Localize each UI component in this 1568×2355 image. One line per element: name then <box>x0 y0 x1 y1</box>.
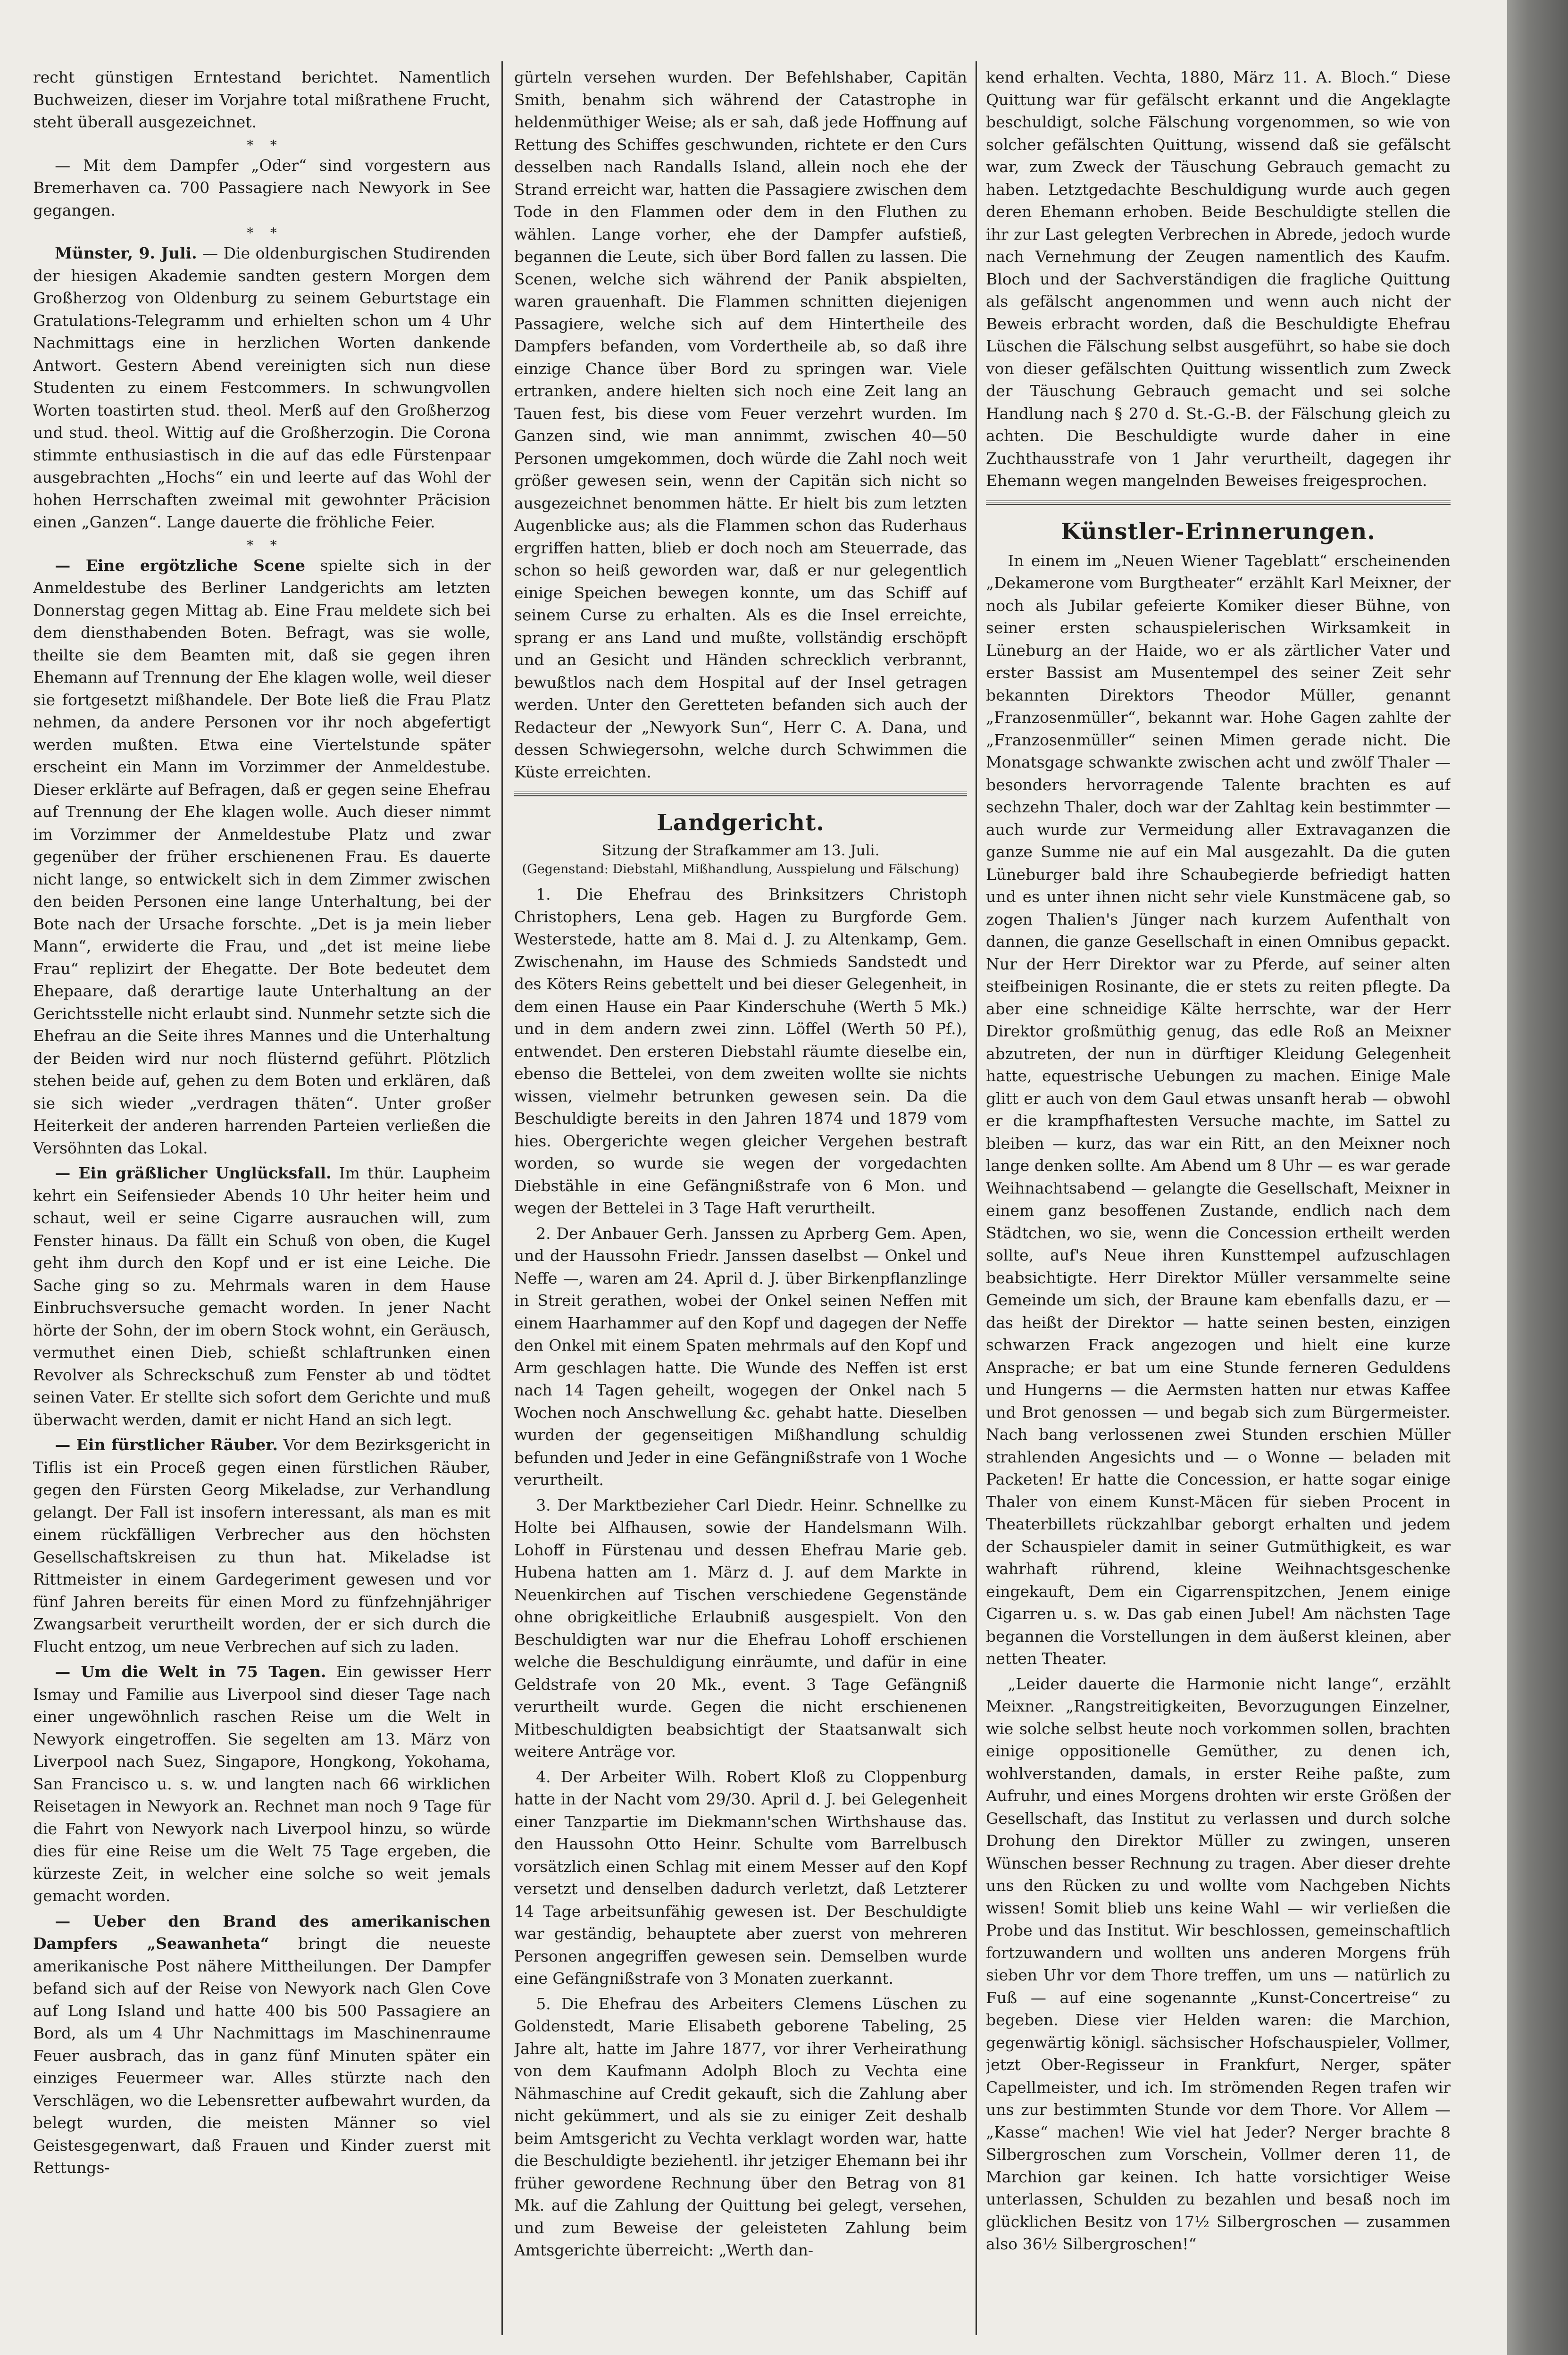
paragraph-steamer-fire-cont: gürteln versehen wurden. Der Befehlshaber, Capitän Smith, benahm sich während der Catastrophe in heldenmüthiger Weise; als er sah, daß jede Hoffnung auf Rettung des Schiffes geschwunden, richtete er den Curs desselben nach Randalls Island, allein noch ehe der Strand erreicht war, hatten die Passagiere zwischen dem Tode in den Flammen oder dem in den Fluthen zu wählen. Lange vorher, ehe der Dampfer aufstieß, begannen die Leute, sich über Bord fallen zu lassen. Die Scenen, welche sich während der Panik abspielten, waren grauenhaft. Die Flammen schnitten diejenigen Passagiere, welche sich auf dem Hintertheile des Dampfers befanden, vom Vordertheile ab, so daß ihre einzige Chance über Bord zu springen war. Viele ertranken, andere hielten sich noch eine Zeit lang an Tauen fest, bis diese vom Feuer verzehrt wurden. Im Ganzen sind, wie man annimmt, zwischen 40—50 Personen umgekommen, doch würde die Zahl noch weit größer gewesen sein, wenn der Capitän sich nicht so ausgezeichnet benommen hätte. Er hielt bis zum letzten Augenblicke aus; als die Flammen schon das Ruderhaus ergriffen hatten, blieb er doch noch am Steuerrade, das schon so heiß geworden war, daß er nur gelegentlich einige Speichen bewegen konnte, um das Schiff auf seinem Curse zu erhalten. Als es die Insel erreichte, sprang er ans Land und mußte, vollständig erschöpft und an Gesicht und Händen schrecklich verbrannt, bewußtlos nach dem Hospital auf der Insel getragen werden. Unter den Geretteten befanden sich auch der Redacteur der „Newyork Sun“, Herr C. A. Dana, und dessen Schwiegersohn, welche durch Schwimmen die Küste erreichten. <box>514 68 967 781</box>
article-body: — Die oldenburgischen Studirenden der hiesigen Akademie sandten gestern Morgen dem Großherzog von Oldenburg zu seinem Geburtstage ein Gratulations-Telegramm und erhielten schon um 4 Uhr Nachmittags eine in herzlichen Worten dankende Antwort. Gestern Abend vereinigten sich nun diese Studenten zu einem Festcommers. In schwungvollen Worten toastirten stud. theol. Merß auf den Großherzog und stud. theol. Wittig auf die Großherzogin. Die Corona stimmte enthusiastisch in die auf das edle Fürstenpaar ausgebrachten „Hochs“ ein und leerte auf das Wohl der hohen Herrschaften zweimal mit gewohnter Präcision einen „Ganzen“. Lange dauerte die fröhliche Feier. <box>33 244 491 531</box>
paragraph-steamer-oder: — Mit dem Dampfer „Oder“ sind vorgestern aus Bremerhaven ca. 700 Passagiere nach Newyork in See gegangen. <box>33 156 491 219</box>
separator-star: * * <box>247 225 277 241</box>
column-rule <box>501 61 503 2335</box>
court-case-1: 1. Die Ehefrau des Brinksitzers Christoph Christophers, Lena geb. Hagen zu Burgforde Gem. Westerstede, hatte am 8. Mai d. J. zu Altenkamp, Gem. Zwischenahn, im Hause des Schmieds Sandstedt und des Köters Reins gebettelt und bei dieser Gelegenheit, in dem einen Hause ein Paar Kinderschuhe (Werth 5 Mk.) und in dem andern zwei zinn. Löffel (Werth 50 Pf.), entwendet. Den ersteren Diebstahl räumte dieselbe ein, ebenso die Bettelei, von dem zweiten wollte sie nichts wissen, vielmehr betrunken gewesen sein. Da die Beschuldigte bereits in den Jahren 1874 und 1879 vom hies. Obergerichte wegen gleicher Vergehen bestraft worden, so wurde sie wegen der vorgedachten Diebstähle in eine Gefängnißstrafe von 6 Mon. und wegen der Bettelei in 3 Tage Haft verurtheilt. <box>514 885 967 1217</box>
column-2 <box>514 66 967 2326</box>
article-world-trip <box>33 1661 491 1907</box>
subject-line: (Gegenstand: Diebstahl, Mißhandlung, Ausspielung und Fälschung) <box>522 862 959 877</box>
article-body: spielte sich in der Anmeldestube des Berliner Landgerichts am letzten Donnerstag gegen Mittag ab. Eine Frau meldete sich bei dem diensthabenden Boten. Befragt, was sie wolle, theilte sie dem Beamten mit, daß sie gegen ihren Ehemann auf Trennung der Ehe klagen wolle, weil dieser sie fortgesetzt mißhandele. Der Bote ließ die Frau Platz nehmen, da andere Personen vor ihr noch abgefertigt werden mußten. Etwa eine Viertelstunde später erscheint ein Mann im Vorzimmer der Anmeldestube. Dieser erklärte auf Befragen, daß er gegen seine Ehefrau auf Trennung der Ehe klagen wolle. Auch dieser nimmt im Vorzimmer der Anmeldestube Platz und zwar gegenüber der früher erschienenen Frau. Es dauerte nicht lange, so entwickelt sich in dem Zimmer zwischen den beiden Personen eine lange Unterhaltung, bei der Bote nach der Ursache forschte. „Det is ja mein lieber Mann“, erwiderte die Frau, und „det ist meine liebe Frau“ replizirt der Ehegatte. Der Bote bedeutet dem Ehepaare, daß derartige laute Unterhaltung an der Gerichtsstelle nicht erlaubt sind. Nunmehr setzte sich die Ehefrau an die Seite ihres Mannes und die Unterhaltung der Beiden wird nur noch flüsternd geführt. Plötzlich stehen beide auf, gehen zu dem Boten und erklären, daß sie sich wieder „verdragen thäten“. Unter großer Heiterkeit der anderen harrenden Parteien verließen die Versöhnten das Lokal. <box>33 556 491 1157</box>
court-case-2: 2. Der Anbauer Gerh. Janssen zu Aprberg Gem. Apen, und der Haussohn Friedr. Janssen daselbst — Onkel und Neffe —, waren am 24. April d. J. über Birkenpflanzlinge in Streit gerathen, wobei der Onkel seinen Neffen mit einem Haarhammer auf den Kopf und dagegen der Neffe den Onkel mit einem Spaten mehrmals auf den Kopf und Arm geschlagen hatte. Die Wunde des Neffen ist erst nach 14 Tagen geheilt, wogegen der Onkel nach 5 Wochen noch Anschwellung &c. gehabt hatte. Dieselben wurden der gegenseitigen Mißhandlung schuldig befunden und Jeder in eine Gefängnißstrafe von 1 Woche verurtheilt. <box>514 1224 967 1489</box>
column-rule <box>976 61 977 2335</box>
section-divider <box>986 501 1451 505</box>
article-scene <box>33 554 491 1160</box>
paragraph-case5-cont: kend erhalten. Vechta, 1880, März 11. A. Bloch.“ Diese Quittung war für gefälscht erkannt und die Angeklagte beschuldigt, solche Fälschung vorgenommen, so wie von solcher gefälschten Quittung, wissend daß sie gefälscht war, zum Zweck der Täuschung Gebrauch gemacht zu haben. Letztgedachte Beschuldigung wurde auch gegen deren Ehemann erhoben. Beide Beschuldigte stellen die ihr zur Last gelegten Verbrechen in Abrede, jedoch wurde nach Vernehmung der Zeugen namentlich des Kaufm. Bloch und der Sachverständigen die fragliche Quittung als gefälscht angenommen und wenn auch nicht der Beweis erbracht worden, daß die Beschuldigte Ehefrau Lüschen die Fälschung selbst ausgeführt, so habe sie doch von dieser gefälschten Quittung wissentlich zum Zweck der Täuschung Gebrauch gemacht und sei solche Handlung nach § 270 d. St.-G.-B. der Fälschung gleich zu achten. Die Beschuldigte wurde daher in eine Zuchthausstrafe von 1 Jahr verurtheilt, dagegen ihr Ehemann wegen mangelnden Beweises freigesprochen. <box>986 68 1451 490</box>
column-3 <box>986 66 1451 2326</box>
article-body: Ein gewisser Herr Ismay und Familie aus Liverpool sind dieser Tage nach einer ungewöhnlich raschen Reise um die Welt in Newyork eingetroffen. Sie segelten am 13. März von Liverpool nach Suez, Singapore, Hongkong, Yokohama, San Francisco u. s. w. und langten nach 66 wirklichen Reisetagen in Newyork an. Rechnet man noch 9 Tage für die Fahrt von Newyork nach Liverpool hinzu, so würde dies für eine Reise um die Welt 75 Tage ergeben, die kürzeste Zeit, in welcher eine solche so weit jemals gemacht worden. <box>33 1662 491 1905</box>
paragraph-kuenstler-2: „Leider dauerte die Harmonie nicht lange“, erzählt Meixner. „Rangstreitigkeiten, Bevorzugungen Einzelner, wie solche selbst heute noch vorkommen sollen, brachten einige oppositionelle Gemüther, zu denen ich, wohlverstanden, damals, in erster Reihe paßte, zum Aufruhr, und eines Morgens drohten wir erste Größen der Gesellschaft, das Institut zu verlassen und durch solche Drohung den Direktor Müller zu zwingen, unseren Wünschen besser Rechnung zu tragen. Aber dieser drehte uns den Rücken zu und wollte vom Nachgeben Nichts wissen! Somit blieb uns keine Wahl — wir verließen die Probe und das Institut. Wir beschlossen, gemeinschaftlich fortzuwandern und wollten uns anderen Morgens früh sieben Uhr vor dem Thore treffen, um uns — natürlich zu Fuß — auf eine sogenannte „Kunst-Concertreise“ zu begeben. Diese vier Helden waren: die Marchion, gegenwärtig königl. sächsischer Hofschauspieler, Vollmer, jetzt Ober-Regisseur in Frankfurt, Nerger, später Capellmeister, und ich. Im strömenden Regen trafen wir uns zur bestimmten Stunde vor dem Thore. Vor Allem — „Kasse“ machen! Wie viel hat Jeder? Nerger brachte 8 Silbergroschen zum Vorschein, Vollmer deren 11, de Marchion gar keinen. Ich hatte vorsichtiger Weise unterlassen, Schulden zu bezahlen und besaß noch im glücklichen Besitz von 17½ Silbergroschen — zusammen also 36½ Silbergroschen!“ <box>986 1674 1451 2253</box>
article-steamer-fire <box>33 1910 491 2179</box>
article-lead: — Ueber den Brand des amerikanischen Dampfers „Seawanheta“ <box>33 1912 491 1953</box>
court-case-3: 3. Der Marktbezieher Carl Diedr. Heinr. Schnellke zu Holte bei Alfhausen, sowie der Handelsmann Wilh. Lohoff in Fürstenau und dessen Ehefrau Marie geb. Hubena hatten am 1. März d. J. auf dem Markte in Neuenkirchen auf Tischen verschiedene Gegenstände ohne obrigkeitliche Erlaubniß ausgespielt. Von den Beschuldigten war nur die Ehefrau Lohoff erschienen welche die Beschuldigung einräumte, und dafür in eine Geldstrafe von 20 Mk., event. 3 Tage Gefängniß verurtheilt wurde. Gegen die nicht erschienenen Mitbeschuldigten beabsichtigt der Staatsanwalt sich weitere Anträge vor. <box>514 1495 967 1761</box>
article-accident <box>33 1162 491 1431</box>
article-body: Im thür. Laupheim kehrt ein Seifensieder Abends 10 Uhr heiter heim und schaut, weil er seine Cigarre ausrauchen will, zum Fenster hinaus. Da fällt ein Schuß von oben, die Kugel geht ihm durch den Kopf und er ist eine Leiche. Die Sache ging so zu. Mehrmals waren in dem Hause Einbruchsversuche gemacht worden. In jener Nacht hörte der Sohn, der im obern Stock wohnt, ein Geräusch, vermuthet einen Dieb, schießt schlaftrunken einen Revolver als Schreckschuß zum Fenster ab und tödtet seinen Vater. Er stellte sich sofort dem Gerichte und muß überwacht werden, damit er nicht Hand an sich legt. <box>33 1164 491 1429</box>
article-robber <box>33 1434 491 1658</box>
column-1 <box>33 66 491 2326</box>
article-lead: — Um die Welt in 75 Tagen. <box>55 1662 326 1681</box>
section-title-kuenstler: Künstler-Erinnerungen. <box>1061 518 1376 545</box>
separator-star: * * <box>247 137 277 153</box>
session-line: Sitzung der Strafkammer am 13. Juli. <box>601 842 880 859</box>
article-body: Vor dem Bezirksgericht in Tiflis ist ein Proceß gegen einen fürstlichen Räuber, gegen den Fürsten Georg Mikeladse, zur Verhandlung gelangt. Der Fall ist insofern interessant, als man es mit einem rückfälligen Verbrecher aus den höchsten Gesellschaftskreisen zu thun hat. Mikeladse ist Rittmeister in einem Gardegeriment gewesen und vor fünf Jahren bereits für einen Mord zu fünfzehnjähriger Zwangsarbeit verurtheilt worden, der er sich durch die Flucht entzog, um neue Verbrechen auf sich zu laden. <box>33 1436 491 1656</box>
article-lead: Münster, 9. Juli. <box>55 244 197 262</box>
article-muenster <box>33 242 491 534</box>
section-title-landgericht: Landgericht. <box>657 810 825 836</box>
page-edge-shadow <box>1507 0 1568 2355</box>
article-lead: — Eine ergötzliche Scene <box>55 556 305 575</box>
section-divider <box>514 792 967 796</box>
separator-star: * * <box>247 537 277 553</box>
article-lead: — Ein gräßlicher Unglücksfall. <box>55 1164 332 1182</box>
court-case-4: 4. Der Arbeiter Wilh. Robert Kloß zu Cloppenburg hatte in der Nacht vom 29/30. April d. J. bei Gelegenheit einer Tanzpartie im Diekmann'schen Wirthshause das. den Haussohn Otto Heinr. Schulte vom Barrelbusch vorsätzlich einen Schlag mit einem Messer auf den Kopf versetzt und denselben dadurch verletzt, daß Letzterer 14 Tage arbeitsunfähig gewesen ist. Der Beschuldigte war geständig, behauptete aber zuerst von mehreren Personen angegriffen gewesen sein. Demselben wurde eine Gefängnißstrafe von 3 Monaten zuerkannt. <box>514 1767 967 1988</box>
article-lead: — Ein fürstlicher Räuber. <box>55 1436 278 1454</box>
court-case-5: 5. Die Ehefrau des Arbeiters Clemens Lüschen zu Goldenstedt, Marie Elisabeth geborene Tabeling, 25 Jahre alt, hatte im Jahre 1877, vor ihrer Verheirathung von dem Kaufmann Adolph Bloch zu Vechta eine Nähmaschine auf Credit gekauft, sich die Zahlung aber nicht gekümmert, und als sie zu einiger Zeit deshalb beim Amtsgericht zu Vechta verklagt worden war, hatte die Beschuldigte beziehentl. ihr jetziger Ehemann bei ihr früher gewordene Rechnung über den Betrag von 81 Mk. auf die Zahlung der Quittung bei gelegt, versehen, und zum Beweise der geleisteten Zahlung beim Amtsgerichte überreicht: „Werth dan- <box>514 1994 967 2259</box>
paragraph-crop-report: recht günstigen Erntestand berichtet. Namentlich Buchweizen, dieser im Vorjahre total mißrathene Frucht, steht überall ausgezeichnet. <box>33 68 491 131</box>
paragraph-kuenstler-1: In einem im „Neuen Wiener Tageblatt“ erscheinenden „Dekamerone vom Burgtheater“ erzählt Karl Meixner, der noch als Jubilar gefeierte Komiker dieser Bühne, von seiner ersten schauspielerischen Wirksamkeit in Lüneburg an der Haide, wo er als zärtlicher Vater und erster Bassist am Musentempel des seiner Zeit sehr bekannten Direktors Theodor Müller, genannt „Franzosenmüller“, bekannt war. Hohe Gagen zahlte der „Franzosenmüller“ seinen Mimen gerade nicht. Die Monatsgage schwankte zwischen acht und zwölf Thaler — besonders hervorragende Talente brachten es auf sechzehn Thaler, doch war der Zahltag kein bestimmter — auch wurde zur Vermeidung aller Extravaganzen die ganze Summe nie auf ein Mal ausgezahlt. Da die guten Lüneburger bald ihre Schaubegierde befriedigt hatten und es unter ihnen nicht sehr viele Kunstmäcene gab, so zogen Thalien's Jünger nach kurzem Aufenthalt von dannen, die ganze Gesellschaft in einen Omnibus gepackt. Nur der Herr Direktor war zu Pferde, auf seiner alten steifbeinigen Rosinante, die er stets zu reiten pflegte. Da aber eine schneidige Kälte herrschte, war der Herr Direktor großmüthig genug, das edle Roß an Meixner abzutreten, der nun in dürftiger Kleidung Gelegenheit hatte, equestrische Uebungen zu machen. Einige Male glitt er auch von dem Gaul etwas unsanft herab — obwohl er die krampfhaftesten Versuche machte, im Sattel zu bleiben — kurz, das war ein Ritt, an den Meixner noch lange denken sollte. Am Abend um 8 Uhr — es war gerade Weihnachtsabend — gelangte die Gesellschaft, Meixner in einem ganz besoffenen Zustande, endlich nach dem Städtchen, wo sie, wenn die Concession ertheilt werden sollte, auf's Neue ihren Kunsttempel aufzuschlagen beabsichtigte. Herr Direktor Müller versammelte seine Gemeinde um sich, der Braune kam ebenfalls dazu, er — das heißt der Direktor — hatte seinen besten, einzigen schwarzen Frack angezogen und hielt eine kurze Ansprache; er bat um eine Stunde ferneren Geduldens und Hungerns — die Aermsten hatten nur etwas Kaffee und Brot genossen — und begab sich zum Bürgermeister. Nach bang verlossenen zwei Stunden erschien Müller strahlenden Angesichts und — o Wonne — beladen mit Packeten! Er hatte die Concession, er hatte sogar einige Thaler von einem Kunst-Mäcen für sieben Procent in Theaterbillets rückzahlbar geborgt erhalten und jedem der Schauspieler damit in seiner Gutmüthigkeit, es war wahrhaft rührend, kleine Weihnachtsgeschenke eingekauft, Dem ein Cigarrenspitzchen, Jenem einige Cigarren u. s. w. Das gab einen Jubel! Am nächsten Tage begannen die Vorstellungen in dem äußerst kleinen, aber netten Theater. <box>986 551 1451 1668</box>
article-body: bringt die neueste amerikanische Post nähere Mittheilungen. Der Dampfer befand sich auf der Reise von Newyork nach Glen Cove auf Long Island und hatte 400 bis 500 Passagiere an Bord, als um 4 Uhr Nachmittags im Maschinenraume Feuer ausbrach, das in ganz fünf Minuten später ein einziges Feuermeer war. Alles stürzte nach den Verschlägen, wo die Lebensretter aufbewahrt wurden, da belegt wurden, die meisten Männer so viel Geistesgegenwart, daß Frauen und Kinder zuerst mit Rettungs- <box>33 1934 491 2177</box>
